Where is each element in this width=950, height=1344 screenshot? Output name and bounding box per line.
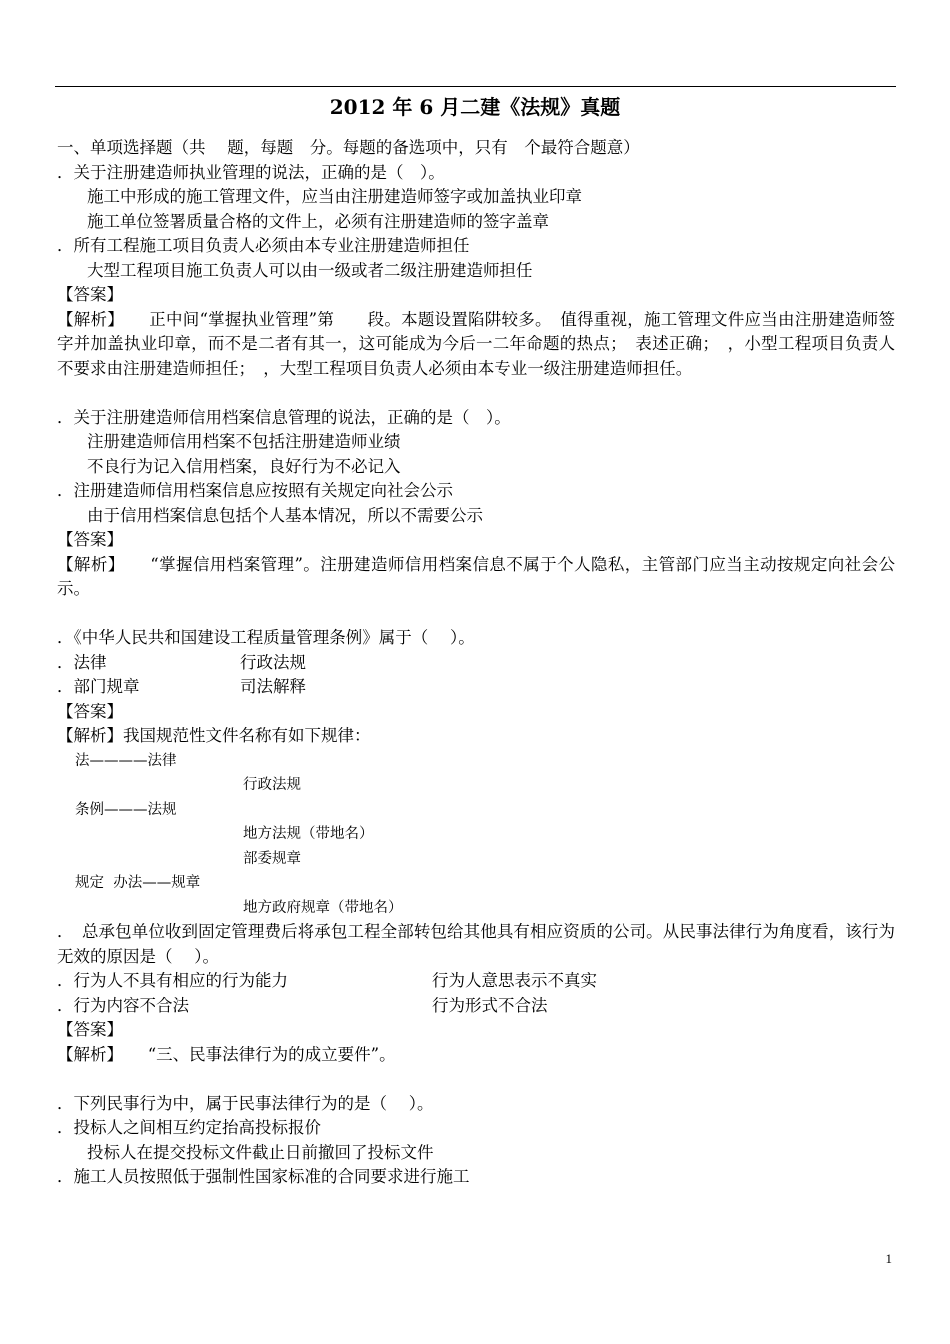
q5-option: ．施工人员按照低于强制性国家标准的合同要求进行施工	[57, 1167, 470, 1186]
q5-stem: ．下列民事行为中，属于民事法律行为的是（ ）。	[57, 1093, 434, 1113]
q1-answer: 【答案】	[57, 285, 123, 304]
q3-option-b: 行政法规	[240, 652, 306, 672]
page-number: 1	[885, 1251, 892, 1266]
q4-option-c: ．行为内容不合法	[57, 995, 189, 1015]
tree-line: 规定 办法——规章	[75, 875, 201, 891]
q3-option-c: ．部门规章	[57, 677, 140, 696]
q4-options-row	[57, 969, 895, 994]
q1-stem: ．关于注册建造师执业管理的说法，正确的是（ ）。	[57, 162, 445, 182]
q2-option: 注册建造师信用档案不包括注册建造师业绩	[87, 432, 401, 451]
tree-line: 地方法规（带地名）	[243, 826, 374, 842]
q1-option: 施工单位签署质量合格的文件上，必须有注册建造师的签字盖章	[87, 211, 549, 231]
q5-option: 投标人在提交投标文件截止日前撤回了投标文件	[87, 1142, 434, 1162]
q2-option: 不良行为记入信用档案，良好行为不必记入	[87, 456, 401, 476]
q1-option: 大型工程项目施工负责人可以由一级或者二级注册建造师担任	[87, 260, 533, 280]
q4-analysis: 【解析】 “三、民事法律行为的成立要件”。	[57, 1044, 396, 1064]
spacer	[57, 381, 895, 406]
tree-line: 行政法规	[243, 777, 301, 793]
spacer	[57, 602, 895, 627]
q2-answer: 【答案】	[57, 530, 123, 549]
q4-stem: ． 总承包单位收到固定管理费后将承包工程全部转包给其他具有相应资质的公司。从民事法律行为角度看，该行为无效的原因是（ ）。	[57, 922, 895, 966]
section-heading: 一、单项选择题（共 题，每题 分。每题的备选项中，只有 个最符合题意）	[57, 138, 640, 157]
q4-option-d: 行为形式不合法	[432, 995, 548, 1015]
tree-line: 部委规章	[243, 850, 301, 867]
q3-option-a: ．法律	[57, 652, 107, 672]
q3-stem: ．《中华人民共和国建设工程质量管理条例》属于（ ）。	[57, 628, 475, 647]
q4-answer: 【答案】	[57, 1020, 123, 1039]
q4-options-row	[57, 994, 895, 1019]
q5-option: ．投标人之间相互约定抬高投标报价	[57, 1118, 321, 1137]
spacer	[57, 1067, 895, 1092]
q3-analysis: 【解析】我国规范性文件名称有如下规律：	[57, 726, 371, 745]
q2-option: ．注册建造师信用档案信息应按照有关规定向社会公示	[57, 481, 453, 500]
header-rule	[55, 86, 896, 87]
tree-line: 法————法律	[75, 752, 177, 769]
q2-stem: ．关于注册建造师信用档案信息管理的说法，正确的是（ ）。	[57, 407, 511, 427]
document-title: 2012 年 6 月二建《法规》真题	[329, 95, 621, 119]
q1-option: 施工中形成的施工管理文件，应当由注册建造师签字或加盖执业印章	[87, 187, 582, 206]
q3-options-row	[57, 675, 895, 700]
q2-option: 由于信用档案信息包括个人基本情况，所以不需要公示	[87, 505, 483, 525]
tree-line: 条例———法规	[75, 801, 177, 818]
q4-option-b: 行为人意思表示不真实	[432, 971, 597, 990]
q1-analysis: 【解析】 正中间“掌握执业管理”第 段。本题设置陷阱较多。 值得重视，施工管理文件应当由注册建造师签字并加盖执业印章，而不是二者有其一，这可能成为今后一二年命题的热点； 表述正确； ，小型工程项目负责人不要求由注册建造师担任； ，大型工程项目负责人必须由本专业一级注册建造师担任。	[57, 309, 895, 378]
q4-option-a: ．行为人不具有相应的行为能力	[57, 971, 288, 990]
q3-option-d: 司法解释	[240, 677, 306, 696]
document-body	[57, 136, 895, 1190]
q2-analysis: 【解析】 “掌握信用档案管理”。注册建造师信用档案信息不属于个人隐私，主管部门应当主动按规定向社会公示。	[57, 554, 895, 598]
tree-line: 地方政府规章（带地名）	[243, 899, 403, 916]
q3-answer: 【答案】	[57, 701, 123, 721]
q3-options-row	[57, 651, 895, 676]
q1-option: ．所有工程施工项目负责人必须由本专业注册建造师担任	[57, 236, 470, 255]
